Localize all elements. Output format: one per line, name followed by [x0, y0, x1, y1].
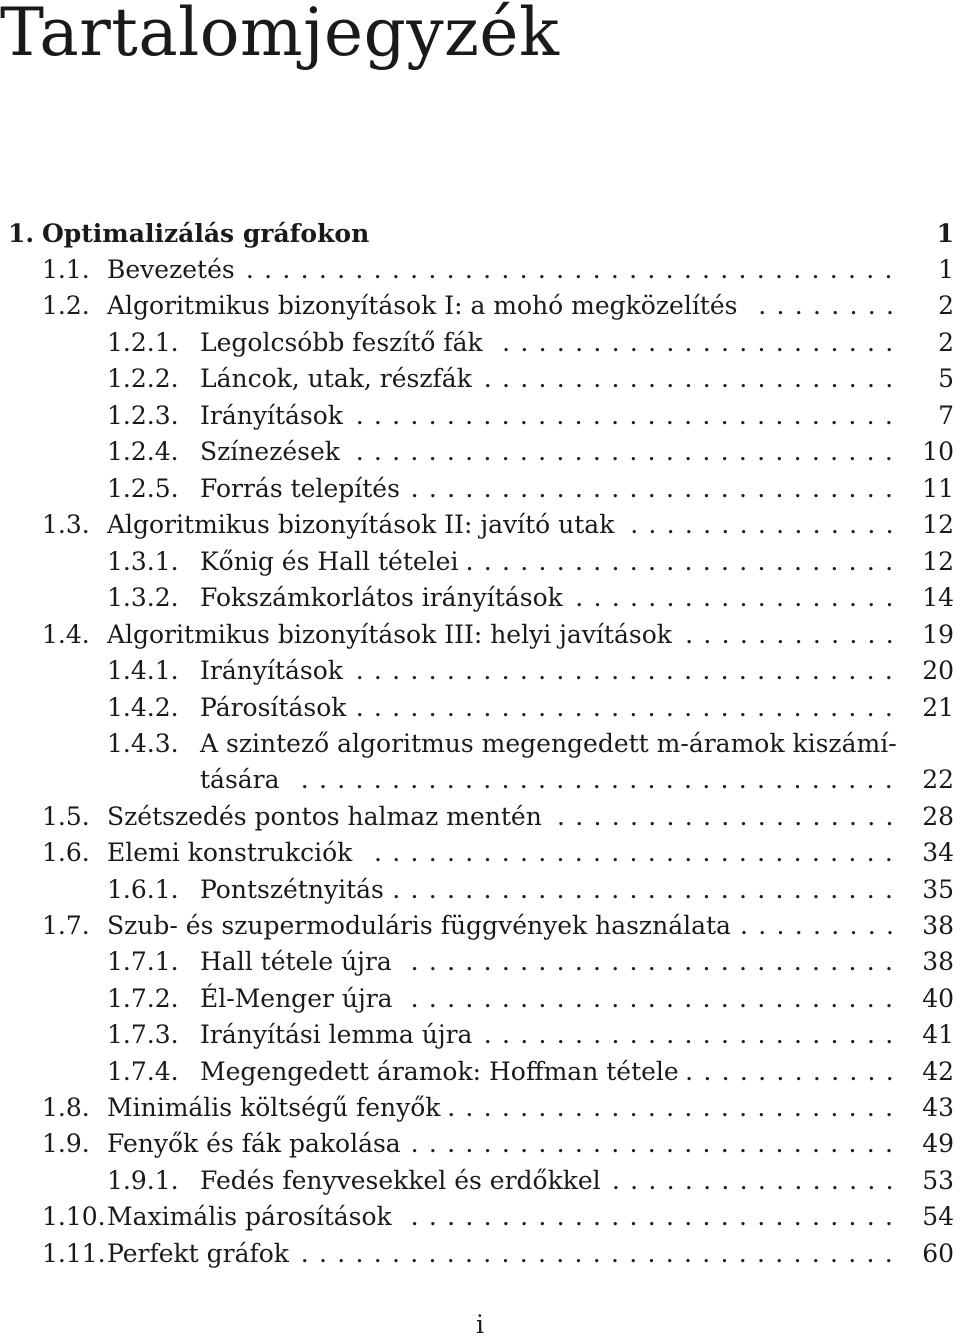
toc-entry-label: Irányítások — [200, 656, 343, 685]
dot-leader: .............................. — [355, 656, 904, 685]
toc-entry-number: 1.7.3. — [107, 1020, 179, 1049]
dot-leader: ............................ — [392, 875, 904, 904]
toc-entry-label: Fenyők és fák pakolása — [107, 1129, 401, 1158]
toc-entry-page: 49 — [922, 1129, 954, 1158]
toc-entry-number: 1.6. — [42, 838, 90, 867]
toc-entry-label: Algoritmikus bizonyítások I: a mohó megközelítés — [107, 291, 738, 320]
dot-leader: .................................... — [245, 255, 903, 284]
toc-entry[interactable] — [0, 1018, 960, 1052]
toc-entry-page: 12 — [922, 547, 954, 576]
dot-leader: ....................... — [483, 364, 904, 393]
page-title: Tartalomjegyzék — [0, 0, 560, 71]
toc-entry-page: 10 — [922, 437, 954, 466]
dot-leader: ............................. — [374, 838, 904, 867]
toc-entry[interactable] — [0, 982, 960, 1016]
toc-entry[interactable] — [0, 1091, 960, 1125]
toc-entry-label: Minimális költségű fenyők — [107, 1093, 441, 1122]
toc-entry-label: Elemi konstrukciók — [107, 838, 353, 867]
toc-entry[interactable] — [0, 1237, 960, 1271]
toc-entry-number: 1.7.2. — [107, 984, 179, 1013]
toc-entry[interactable] — [0, 945, 960, 979]
toc-entry-number: 1.8. — [42, 1093, 90, 1122]
toc-entry-label: Fedés fenyvesekkel és erdőkkel — [200, 1166, 601, 1195]
toc-entry-number: 1.4.2. — [107, 693, 179, 722]
toc-entry-page: 42 — [922, 1057, 954, 1086]
toc-entry-number: 1.2.3. — [107, 401, 179, 430]
toc-entry-page: 35 — [922, 875, 954, 904]
dot-leader: .............................. — [355, 401, 904, 430]
toc-entry[interactable] — [0, 362, 960, 396]
toc-entry-label: Pontszétnyitás — [200, 875, 384, 904]
toc-entry-number: 1.3.1. — [107, 547, 179, 576]
toc-entry[interactable] — [0, 508, 960, 542]
toc-entry-page: 41 — [922, 1020, 954, 1049]
toc-entry-label: Szétszedés pontos halmaz mentén — [107, 802, 542, 831]
toc-entry-page: 40 — [922, 984, 954, 1013]
toc-entry-number: 1. — [8, 219, 35, 248]
toc-entry[interactable] — [0, 654, 960, 688]
dot-leader: ...................... — [502, 328, 904, 357]
toc-entry-label: Perfekt gráfok — [107, 1239, 289, 1268]
toc-entry-page: 53 — [922, 1166, 954, 1195]
toc-entry-label: Optimalizálás gráfokon — [42, 219, 370, 248]
toc-entry-label-continuation: tására — [200, 765, 280, 794]
toc-entry-page: 34 — [922, 838, 954, 867]
toc-entry-label: Forrás telepítés — [200, 474, 400, 503]
dot-leader: ................................. — [300, 1239, 903, 1268]
toc-entry[interactable] — [0, 472, 960, 506]
toc-entry-page: 60 — [922, 1239, 954, 1268]
toc-entry-page: 43 — [922, 1093, 954, 1122]
toc-entry-number: 1.7.1. — [107, 947, 179, 976]
toc-entry-number: 1.4.3. — [107, 729, 179, 758]
toc-entry[interactable] — [0, 326, 960, 360]
toc-entry-number: 1.2.5. — [107, 474, 179, 503]
toc-entry-number: 1.3.2. — [107, 583, 179, 612]
toc-entry-number: 1.11. — [42, 1239, 106, 1268]
toc-entry-label: Párosítások — [200, 693, 347, 722]
toc-entry-label: Megengedett áramok: Hoffman tétele — [200, 1057, 679, 1086]
toc-entry-label: Színezések — [200, 437, 340, 466]
toc-entry-page: 1 — [936, 219, 954, 248]
toc-entry-label: Szub- és szupermoduláris függvények használata — [107, 911, 731, 940]
toc-entry[interactable] — [0, 289, 960, 323]
dot-leader: ............... — [630, 510, 904, 539]
toc-entry[interactable] — [0, 1200, 960, 1234]
toc-entry-number: 1.2.1. — [107, 328, 179, 357]
dot-leader: ................ — [611, 1166, 904, 1195]
toc-entry[interactable] — [0, 691, 960, 725]
toc-entry-label: Algoritmikus bizonyítások III: helyi javítások — [107, 620, 672, 649]
toc-entry-label: Kőnig és Hall tételei — [200, 547, 459, 576]
dot-leader: ................................. — [300, 765, 903, 794]
toc-entry-label: Irányítások — [200, 401, 343, 430]
dot-leader: ....................... — [483, 1020, 904, 1049]
toc-entry-label: Maximális párosítások — [107, 1202, 392, 1231]
toc-entry[interactable] — [0, 1127, 960, 1161]
toc-entry-page: 38 — [922, 947, 954, 976]
toc-entry-page: 12 — [922, 510, 954, 539]
dot-leader: ........................... — [410, 947, 904, 976]
toc-entry-page: 2 — [938, 328, 954, 357]
toc-entry-page: 11 — [922, 474, 954, 503]
toc-entry-number: 1.6.1. — [107, 875, 179, 904]
dot-leader: .............................. — [355, 437, 904, 466]
toc-entry-label: Algoritmikus bizonyítások II: javító utak — [107, 510, 615, 539]
toc-entry[interactable] — [0, 1164, 960, 1198]
dot-leader: ......... — [740, 911, 904, 940]
toc-entry-number: 1.7. — [42, 911, 90, 940]
toc-entry-number: 1.10. — [42, 1202, 106, 1231]
toc-entry[interactable] — [0, 253, 960, 287]
dot-leader: ........................... — [410, 984, 904, 1013]
toc-entry-page: 2 — [938, 291, 954, 320]
toc-entry-label: Irányítási lemma újra — [200, 1020, 473, 1049]
toc-entry[interactable] — [0, 545, 960, 579]
toc-entry[interactable] — [0, 873, 960, 907]
toc-entry-number: 1.9. — [42, 1129, 90, 1158]
toc-entry-page: 21 — [922, 693, 954, 722]
toc-entry-page: 20 — [922, 656, 954, 685]
dot-leader: ........................... — [410, 474, 904, 503]
toc-entry-page: 38 — [922, 911, 954, 940]
toc-entry-label: Bevezetés — [107, 255, 235, 284]
toc-entry-number: 1.2.2. — [107, 364, 179, 393]
dot-leader: ........................ — [465, 547, 904, 576]
toc-entry[interactable] — [0, 618, 960, 652]
toc-entry-number: 1.5. — [42, 802, 90, 831]
dot-leader: ........ — [758, 291, 904, 320]
toc-entry-number: 1.2.4. — [107, 437, 179, 466]
toc-entry-number: 1.2. — [42, 291, 90, 320]
toc-entry-label: Hall tétele újra — [200, 947, 392, 976]
toc-entry-number: 1.4. — [42, 620, 90, 649]
toc-entry-number: 1.3. — [42, 510, 90, 539]
dot-leader: ................... — [557, 802, 904, 831]
toc-entry-label: Legolcsóbb feszítő fák — [200, 328, 483, 357]
toc-entry[interactable] — [0, 1055, 960, 1089]
toc-entry[interactable] — [0, 836, 960, 870]
toc-entry[interactable] — [0, 435, 960, 469]
page-number: i — [476, 1310, 484, 1339]
toc-entry[interactable] — [0, 399, 960, 433]
toc-entry-page: 28 — [922, 802, 954, 831]
toc-entry[interactable] — [0, 217, 960, 251]
toc-entry-label: A szintező algoritmus megengedett m-áramok kiszámí- — [200, 729, 897, 758]
toc-entry-page: 14 — [922, 583, 954, 612]
toc-entry-page: 7 — [938, 401, 954, 430]
toc-entry[interactable] — [0, 581, 960, 615]
toc-entry-number: 1.7.4. — [107, 1057, 179, 1086]
toc-entry[interactable] — [0, 800, 960, 834]
toc-entry-label: Fokszámkorlátos irányítások — [200, 583, 563, 612]
dot-leader: ............ — [685, 1057, 904, 1086]
dot-leader: .................. — [575, 583, 904, 612]
toc-entry-label: Láncok, utak, részfák — [200, 364, 472, 393]
toc-entry-page: 1 — [938, 255, 954, 284]
toc-entry-page: 22 — [922, 765, 954, 794]
toc-entry-number: 1.9.1. — [107, 1166, 179, 1195]
toc-entry[interactable] — [0, 727, 960, 794]
toc-entry-label: Él-Menger újra — [200, 984, 393, 1013]
toc-entry[interactable] — [0, 909, 960, 943]
toc-entry-page: 19 — [922, 620, 954, 649]
dot-leader: ........................... — [410, 1129, 904, 1158]
dot-leader: ........................... — [410, 1202, 904, 1231]
dot-leader: .............................. — [355, 693, 904, 722]
toc-entry-number: 1.1. — [42, 255, 90, 284]
dot-leader: ............ — [685, 620, 904, 649]
toc-entry-number: 1.4.1. — [107, 656, 179, 685]
toc-entry-page: 54 — [922, 1202, 954, 1231]
toc-entry-page: 5 — [938, 364, 954, 393]
dot-leader: ......................... — [447, 1093, 904, 1122]
